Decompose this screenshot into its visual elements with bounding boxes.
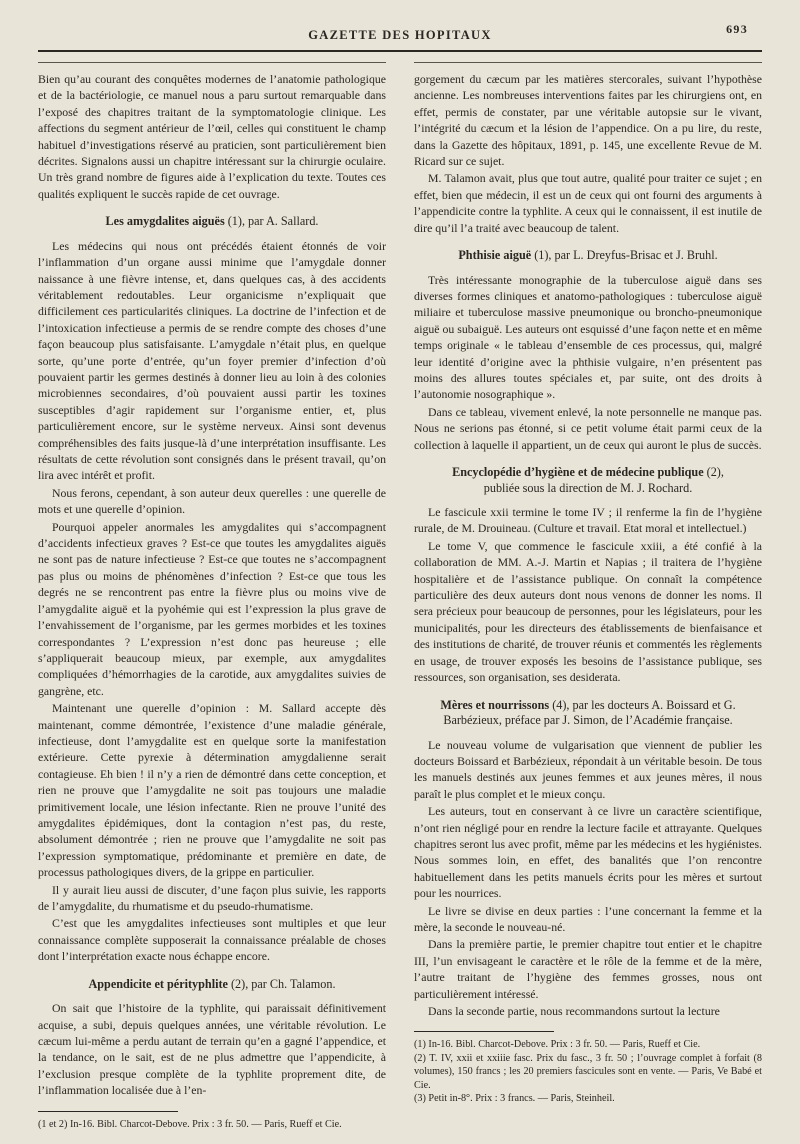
review-subtitle: publiée sous la direction de M. J. Rochard.: [483, 480, 693, 495]
paragraph: Les médecins qui nous ont précédés étaient étonnés de voir l’inflammation d’un organe aussi minime que l’amygdale donner naissance à une fièvre intense, et, dans quelques cas, à des accidents véritablement redoutables. Leur organicisme n’expliquait que difficilement ces particularités cliniques. La doctrine de l’infection et de l’intoxication infectieuse a permis de se rendre compte des choses d’une façon beaucoup plus satisfaisante. L’amygdale n’était plus, en quelque sorte, qu’une porte d’entrée, qu’un foyer premier d’infection d’où pouvaient partir les germes destinés à donner lieu au loin à des colonies microbiennes secondaires, d’où pouvaient aussi partir les toxines susceptibles d’agir rapidement sur l’organisme entier, et, plus particulièrement encore, sur le système nerveux. Ainsi sont devenus compréhensibles des faits jusque-là d’une interprétation insuffisante. Les résultats de cette révolution sont consignés dans le présent travail, qu’on lira avec intérêt et profit.: [38, 238, 386, 483]
paragraph: Pourquoi appeler anormales les amygdalites qui s’accompagnent d’accidents infectieux graves ? Est-ce que toutes les amygdalites aiguës ne sont pas de nature infectieuse ? Est-ce que toutes ne s’accompagnent pas plus ou moins de phénomènes d’infection ? Est-ce que tous les degrés ne se rencontrent pas entre la fièvre plus ou moins vive de l’amygdalite aiguë et la pyohémie qui est l’expression la plus grave de l’envahissement de l’organisme, par les germes morbides et les toxines correspondantes ? L’expression n’est donc pas heureuse ; elle s’appliquerait beaucoup mieux, par exemple, aux amygdalites compliquées d’hémorrhagies de la carotide, aux amygdalites suivies de gangrène, etc.: [38, 519, 386, 698]
paragraph: Dans ce tableau, vivement enlevé, la note personnelle ne manque pas. Nous ne serions pas étonné, si ce petit volume était parmi ceux de la collection à laquelle il appartient, un de ceux qui auront le plus de succès.: [414, 404, 762, 452]
paragraph: Très intéressante monographie de la tuberculose aiguë dans ses diverses formes cliniques et anatomo-pathologiques : tuberculose aiguë miliaire et tuberculose massive pneumonique ou broncho-pneumonique aiguë ou subaiguë. Les auteurs ont esquissé d’une façon nette et en même temps originale « le tableau d’ensemble de ces processus, qui, malgré leur identité d’origine avec la phthisie vulgaire, n’en présentent pas moins des allures toutes spéciales et, par suite, ont des droits à l’autonomie nosographique ».: [414, 272, 762, 402]
paragraph: Nous ferons, cependant, à son auteur deux querelles : une querelle de mots et une querelle d’opinion.: [38, 485, 386, 517]
paragraph-continued: gorgement du cæcum par les matières stercorales, suivant l’hypothèse ancienne. Les nombreuses interventions faites par les chirurgiens ont, en effet, permis de constater, par une véritable autopsie sur le vivant, l’intégrité du cæcum et la lésion de l’appendice. On a pu lire, du reste, dans la Gazette des hôpitaux, 1891, p. 145, une excellente Revue de M. Ricard sur ce sujet.: [414, 72, 762, 169]
paragraph: Le fascicule xxii termine le tome IV ; il renferme la fin de l’hygiène rurale, de M. Drouineau. (Culture et travail. Etat moral et intellectuel.): [414, 505, 762, 536]
column-top-rule: [38, 62, 386, 63]
footnote-2: (2) T. IV, xxii et xxiiie fasc. Prix du fasc., 3 fr. 50 ; l’ouvrage complet à forfait (8 volumes), 150 francs ; les 20 premiers fascicules sont en vente. — Paris, Ve Babé et Cie.: [414, 1052, 762, 1091]
running-head: [38, 22, 762, 48]
footnote-rule: [414, 1031, 554, 1032]
review-title: Mères et nourrissons: [440, 697, 550, 712]
review-byline: (2),: [706, 465, 724, 480]
paragraph: On sait que l’histoire de la typhlite, qui paraissait définitivement acquise, a subi, depuis quelques années, une véritable révolution. Le cæcum lui-même a perdu autant de terrain qu’en a gagné l’appendice, et la tendance, on le sait, est de ne plus admettre que l’appendicite, à l’exclusion presque complète de la typhlite proprement dite, de l’inflammation localisée due à l’en-: [38, 1001, 386, 1098]
right-column: [414, 62, 762, 1131]
paragraph: M. Talamon avait, plus que tout autre, qualité pour traiter ce sujet ; en effet, bien que médecin, il est un de ceux qui ont fourni des arguments à l’appendicite contre la typhlite. A ceux qui le connaissent, il est inutile de dire qu’il l’a traité avec beaucoup de talent.: [414, 171, 762, 235]
review-byline: (4), par les docteurs A. Boissard et G. Barbézieux, préface par J. Simon, de l’Académie française.: [443, 697, 736, 727]
review-title: Appendicite et pérityphlite: [88, 976, 228, 991]
columns: [38, 62, 762, 1131]
paragraph: Dans la première partie, le premier chapitre tout entier et le chapitre III, l’un envisageant le caractère et le rôle de la femme et de la mère, l’autre traitant de l’hygiène des femmes grosses, nous ont particulièrement intéressé.: [414, 937, 762, 1001]
column-top-rule: [414, 62, 762, 63]
paragraph: Les auteurs, tout en conservant à ce livre un caractère scientifique, n’ont rien négligé pour en rendre la lecture facile et attrayante. Quelques chapitres seront lus avec profit, même par les médecins et les hygiénistes. Nous sommes loin, en effet, des banalités que l’on rencontre habituellement dans les petits manuels écrits pour les mères et surtout pour les nourrices.: [414, 804, 762, 901]
footnote-rule: [38, 1111, 178, 1112]
page-number: 693: [726, 22, 748, 36]
paragraph: C’est que les amygdalites infectieuses sont multiples et que leur connaissance complète supposerait la connaissance préalable de choses dont l’interprétation exacte nous échappe encore.: [38, 916, 386, 964]
review-title: Phthisie aiguë: [458, 248, 532, 263]
paragraph: Le nouveau volume de vulgarisation que viennent de publier les docteurs Boissard et Barbézieux, répondait à un véritable besoin. De tous les manuels destinés aux jeunes femmes et aux jeunes mères, il nous paraît le plus complet et le mieux conçu.: [414, 737, 762, 801]
review-heading-meres: [414, 698, 762, 729]
review-heading-amygdalites: [38, 214, 386, 230]
footnote-1: (1) In-16. Bibl. Charcot-Debove. Prix : 3 fr. 50. — Paris, Rueff et Cie.: [414, 1039, 701, 1051]
review-heading-phthisie: [414, 248, 762, 264]
footnote-3: (3) Petit in-8°. Prix : 3 francs. — Paris, Steinheil.: [414, 1093, 615, 1105]
paragraph: Il y aurait lieu aussi de discuter, d’une façon plus suivie, les rapports de l’amygdalite, du rhumatisme et du pseudo-rhumatisme.: [38, 882, 386, 913]
intro-paragraph: Bien qu’au courant des conquêtes modernes de l’anatomie pathologique et de la bactériologie, ce manuel nous a paru surtout remarquable dans l’exposé des chapitres traitant de la symptomatologie clinique. Les affections du segment antérieur de l’œil, celles qui constituent le champ habituel d’investigations réservé au praticien, sont particulièrement bien décrites. Signalons aussi un chapitre intéressant sur la chirurgie oculaire. Un très grand nombre de figures aide à l’explication du texte. Toutes ces qualités expliquent le succès rapide de cet ouvrage.: [38, 72, 386, 201]
review-byline: (2), par Ch. Talamon.: [230, 976, 336, 991]
review-byline: (1), par L. Dreyfus-Brisac et J. Bruhl.: [534, 248, 718, 263]
paragraph: Dans la seconde partie, nous recommandons surtout la lecture: [428, 1004, 720, 1018]
review-byline: (1), par A. Sallard.: [227, 214, 319, 229]
journal-title: GAZETTE DES HOPITAUX: [308, 28, 492, 42]
footnote: (1 et 2) In-16. Bibl. Charcot-Debove. Prix : 3 fr. 50. — Paris, Rueff et Cie.: [38, 1118, 342, 1130]
review-title: Encyclopédie d’hygiène et de médecine publique: [452, 465, 704, 480]
header-rule: [38, 50, 762, 52]
paragraph: Maintenant une querelle d’opinion : M. Sallard accepte dès maintenant, comme démontrée, l’existence d’une maladie générale, infectieuse, dont l’amygdalite est en quelque sorte la manifestation extérieure. Cette pyrexie à détermination amygdalienne serait contagieuse. Eh bien ! il n’y a rien de démontré dans cette conception, et rien ne prouve que l’amygdalite ne soit pas toujours une maladie primitivement locale, une lésion infectante. Rien ne prouve l’unité des amygdalites épidémiques, dont la contagion n’est pas, du reste, absolument démontrée ; rien ne prouve que l’amygdalite ne soit pas l’expression symptomatique, prédominante et première en date, de processus pathologiques divers, de la grippe en particulier.: [38, 701, 386, 880]
paragraph: Le tome V, que commence le fascicule xxiii, a été confié à la collaboration de MM. A.-J. Martin et Napias ; il traitera de l’hygiène hospitalière et de l’assistance publique. On connaît la compétence particulière des deux auteurs dont nous venons de donner les noms. Il sera précieux pour beaucoup de personnes, pour les législateurs, pour les municipalités, pour les directeurs des établissements de bienfaisance et des institutions de charité, de trouver réunis et commentés les règlements en usage, de trouver exposés les besoins de l’assistance publique, ses ressources, son organisation, ses desiderata.: [414, 538, 762, 685]
left-column: [38, 62, 386, 1131]
review-title: Les amygdalites aiguës: [105, 214, 225, 229]
review-heading-encyclopedie: [414, 465, 762, 496]
paragraph: Le livre se divise en deux parties : l’une concernant la femme et la mère, la seconde le nouveau-né.: [414, 903, 762, 934]
review-heading-appendicite: [38, 977, 386, 993]
